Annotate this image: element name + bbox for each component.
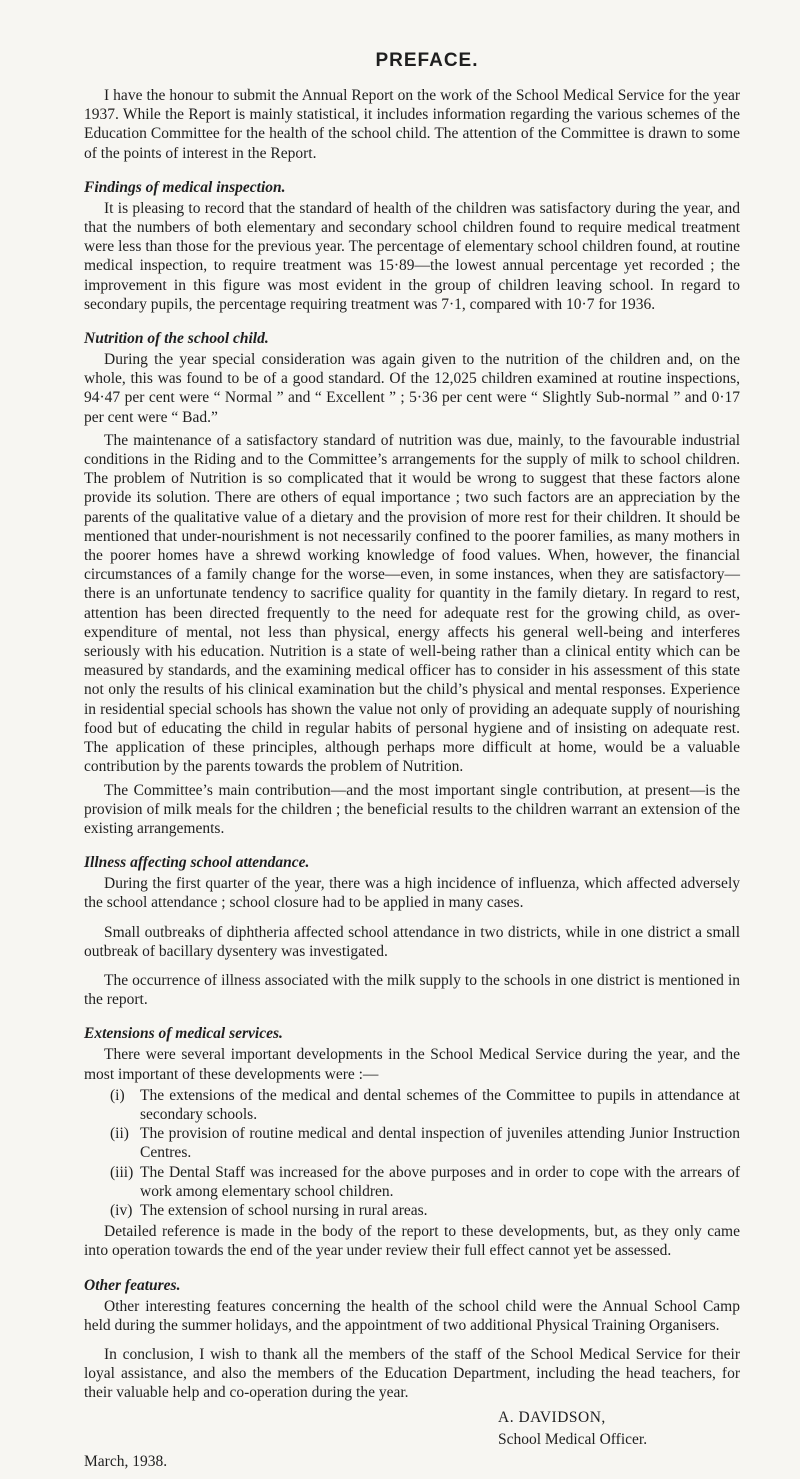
other-paragraph-1: Other interesting features concerning the health of the school child were the Annual School Camp held during the summer holidays, and the appointment of two additional Physical Training Organisers. <box>84 1297 740 1334</box>
section-illness <box>84 854 740 1009</box>
other-paragraph-2: In conclusion, I wish to thank all the members of the staff of the School Medical Service for their loyal assistance, and also the members of the Education Department, including the head teachers, for their valuable help and co-operation during the year. <box>84 1345 740 1402</box>
findings-paragraph-1: It is pleasing to record that the standard of health of the children was satisfactory during the year, and that the numbers of both elementary and secondary school children found to require medical treatment were less than those for the previous year. The percentage of elementary school children found, at routine medical inspection, to require treatment was 15·89—the lowest annual percentage yet recorded ; the improvement in this figure was most evident in the group of children leaving school. In regard to secondary pupils, the percentage requiring treatment was 7·1, compared with 10·7 for 1936. <box>84 199 740 313</box>
extensions-paragraph-2: Detailed reference is made in the body of the report to these developments, but, as they only came into operation towards the end of the year under review their full effect cannot yet be assessed. <box>84 1223 740 1260</box>
illness-paragraph-3: The occurrence of illness associated with the milk supply to the schools in one district is mentioned in the report. <box>84 971 740 1009</box>
signatory-role: School Medical Officer. <box>498 1430 648 1448</box>
section-heading-illness: Illness affecting school attendance. <box>84 854 310 872</box>
page-title: PREFACE. <box>375 50 479 71</box>
list-item <box>110 1163 740 1201</box>
section-heading-extensions: Extensions of medical services. <box>84 1025 283 1043</box>
extensions-paragraph-1: There were several important developments in the School Medical Service during the year, and the most important of these developments were :— <box>84 1046 740 1083</box>
list-item-text: The extension of school nursing in rural areas. <box>140 1201 428 1219</box>
developments-list <box>84 1086 740 1220</box>
list-item <box>110 1086 740 1124</box>
list-item-text: The Dental Staff was increased for the above purposes and in order to cope with the arrears of work among elementary school children. <box>140 1163 740 1200</box>
list-item-number: (ii) <box>110 1125 129 1143</box>
list-item <box>110 1124 740 1162</box>
section-other <box>84 1277 740 1403</box>
illness-paragraph-1: During the first quarter of the year, there was a high incidence of influenza, which affected adversely the school attendance ; school closure had to be applied in many cases. <box>84 875 740 912</box>
section-heading-nutrition: Nutrition of the school child. <box>84 330 269 348</box>
list-item-number: (i) <box>110 1086 125 1104</box>
illness-paragraph-2: Small outbreaks of diphtheria affected school attendance in two districts, while in one district a small outbreak of bacillary dysentery was investigated. <box>84 923 740 960</box>
nutrition-paragraph-3: The Committee’s main contribution—and the most important single contribution, at present—is the provision of milk meals for the children ; the beneficial results to the children warrant an extension of the existing arrangements. <box>84 781 740 837</box>
list-item-number: (iv) <box>110 1201 133 1219</box>
nutrition-paragraph-2: The maintenance of a satisfactory standard of nutrition was due, mainly, to the favourable industrial conditions in the Riding and to the Committee’s arrangements for the supply of milk to school children. The problem of Nutrition is so complicated that it would be wrong to suggest that these factors alone provide its solution. There are others of equal importance ; two such factors are an appreciation by the parents of the qualitative value of a dietary and the provision of more rest for their children. It should be mentioned that under-nourishment is not necessarily confined to the poorer families, as many mothers in the poorer homes have a shrewd working knowledge of food values. When, however, the financial circumstances of a family change for the worse—even, in some instances, when they are satisfactory—there is an unfortunate tendency to sacrifice quality for quantity in the family dietary. In regard to rest, attention has been directed frequently to the need for adequate rest for the growing child, as over-expenditure of mental, not less than physical, energy affects his general well-being and interferes seriously with his education. Nutrition is a state of well-being rather than a clinical entity which can be measured by standards, and the examining medical officer has to consider in his assessment of this state not only the results of his clinical examination but the child’s physical and mental responses. Experience in residential special schools has shown the value not only of providing an adequate supply of nourishing food but of educating the child in regular habits of personal hygiene and of insisting on adequate rest. The application of these principles, although perhaps more difficult at home, would be a valuable contribution by the parents towards the problem of Nutrition. <box>84 431 740 776</box>
list-item-number: (iii) <box>110 1163 134 1181</box>
list-item-text: The extensions of the medical and dental schemes of the Committee to pupils in attendance at secondary schools. <box>140 1086 740 1123</box>
section-findings <box>84 179 740 314</box>
nutrition-paragraph-1: During the year special consideration was again given to the nutrition of the children and, on the whole, this was found to be of a good standard. Of the 12,025 children examined at routine inspections, 94·47 per cent were “ Normal ” and “ Excellent ” ; 5·36 per cent were “ Slightly Sub-normal ” and 0·17 per cent were “ Bad.” <box>84 351 740 426</box>
section-heading-other: Other features. <box>84 1276 181 1294</box>
signatory-name: A. DAVIDSON, <box>498 1408 606 1426</box>
list-item-text: The provision of routine medical and dental inspection of juveniles attending Junior Instruction Centres. <box>140 1125 740 1162</box>
section-nutrition <box>84 330 740 838</box>
section-heading-findings: Findings of medical inspection. <box>84 178 286 196</box>
signature-block <box>84 1409 740 1479</box>
report-date: March, 1938. <box>84 1452 168 1470</box>
intro-paragraph: I have the honour to submit the Annual Report on the work of the School Medical Service for the year 1937. While the Report is mainly statistical, it includes information regarding the various schemes of the Education Committee for the health of the school child. The attention of the Committee is drawn to some of the points of interest in the Report. <box>84 87 740 162</box>
list-item <box>110 1201 740 1220</box>
section-extensions <box>84 1025 740 1260</box>
